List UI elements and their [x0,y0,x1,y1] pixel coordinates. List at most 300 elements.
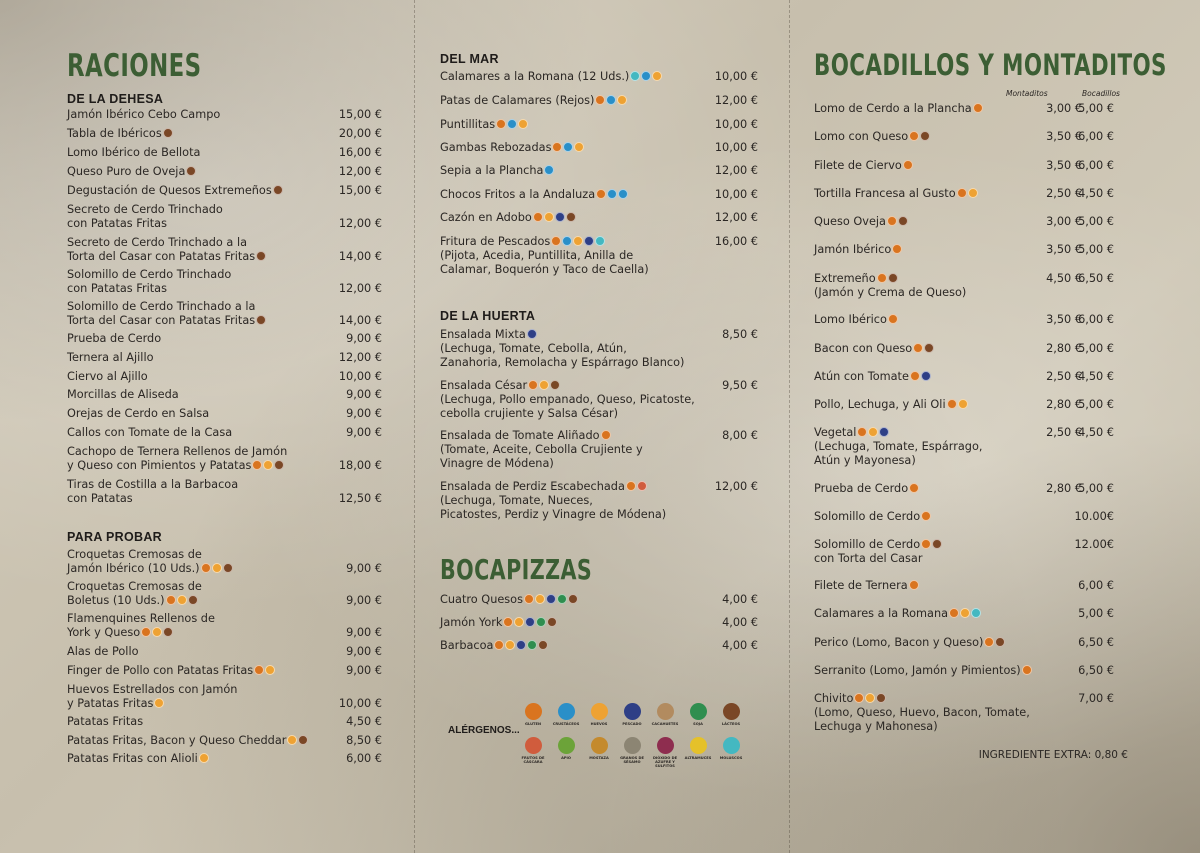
bocadillo-price: 6,00 € [1078,313,1114,326]
egg-allergen-icon [287,735,297,745]
item-price: 18,00 € [338,459,382,472]
item-name: Ciervo al Ajillo [67,370,148,383]
menu-item [440,94,760,108]
menu-item [814,159,1154,173]
item-name: Degustación de Quesos Extremeños [67,184,283,198]
item-name: Prueba de Cerdo [67,332,162,345]
menu-item [67,683,387,711]
montadito-price: 3,00 € [1046,102,1082,115]
bocadillo-price: 5,00 € [1078,482,1114,495]
allergen-legend-item [649,737,681,768]
egg-allergen-icon [263,460,273,470]
egg-allergen-icon [574,142,584,152]
gluten-allergen-icon [494,640,504,650]
item-name: Solomillo de Cerdo Trinchado a la [67,300,256,313]
milk-allergen-icon [876,693,886,703]
item-description: y Queso con Pimientos y Patatas [67,459,284,473]
bocadillo-price: 6,00 € [1078,579,1114,592]
item-name: Puntillitas [440,118,528,132]
item-name: Queso Oveja [814,215,908,229]
crust-allergen-icon [507,119,517,129]
crust-allergen-icon [606,95,616,105]
gluten-allergen-icon [921,539,931,549]
bocadillo-price: 6,50 € [1078,664,1114,677]
montadito-price: 3,50 € [1046,130,1082,143]
milk-allergen-icon [995,637,1005,647]
egg-allergen-icon [591,703,608,720]
item-description: Torta del Casar con Patatas Fritas [67,250,266,264]
item-description: Calamar, Boquerón y Taco de Caella) [440,263,649,276]
fish-allergen-icon [527,329,537,339]
menu-item [67,300,387,328]
menu-item [67,548,387,576]
item-name: Lomo de Cerdo a la Plancha [814,102,983,116]
item-name: Ensalada de Tomate Aliñado [440,429,611,443]
montadito-price: 2,80 € [1046,342,1082,355]
montadito-price: 3,50 € [1046,313,1082,326]
gluten-allergen-icon [887,216,897,226]
item-price: 9,00 € [346,407,382,420]
menu-item [814,272,1154,300]
menu-item [67,580,387,608]
item-name: Callos con Tomate de la Casa [67,426,233,439]
item-name: Solomillo de Cerdo [814,510,931,524]
allergen-legend-item [649,703,681,726]
egg-allergen-icon [505,640,515,650]
egg-allergen-icon [868,427,878,437]
menu-item [67,388,387,402]
menu-item [814,342,1154,356]
item-name: Chivito [814,692,886,706]
allergen-legend-label: SOJA [693,722,703,726]
fish-allergen-icon [525,617,535,627]
item-price: 12,00 € [338,351,382,364]
soy-allergen-icon [690,703,707,720]
item-description: con Torta del Casar [814,552,923,565]
item-name: Filete de Ciervo [814,159,913,173]
allergen-legend-label: FRUTOS DE CÁSCARA [521,756,545,764]
item-name: Lomo con Queso [814,130,930,144]
item-name: Alas de Pollo [67,645,139,658]
menu-item [67,370,387,384]
item-name: Gambas Rebozadas [440,141,584,155]
item-name: Jamón Ibérico Cebo Campo [67,108,221,121]
item-name: Orejas de Cerdo en Salsa [67,407,210,420]
celery-allergen-icon [558,737,575,754]
milk-allergen-icon [186,166,196,176]
item-name: Jamón Ibérico [814,243,902,257]
gluten-allergen-icon [552,142,562,152]
item-price: 15,00 € [338,108,382,121]
montadito-price: 2,50 € [1046,187,1082,200]
allergen-legend-item [550,737,582,760]
menu-item [67,236,387,264]
item-description: (Lechuga, Tomate, Cebolla, Atún, [440,342,627,355]
gluten-allergen-icon [857,427,867,437]
bocadillo-price: 10.00€ [1074,510,1114,523]
item-description: York y Queso [67,626,173,640]
bocapizzas-title: BOCAPIZZAS [440,553,593,586]
item-name: Extremeño [814,272,898,286]
allergen-legend-label: APIO [561,756,571,760]
menu-item [814,215,1154,229]
gluten-allergen-icon [957,188,967,198]
item-description: con Patatas Fritas [67,282,167,295]
milk-allergen-icon [163,128,173,138]
bocadillo-price: 6,00 € [1078,159,1114,172]
item-name: Ensalada de Perdiz Escabechada [440,480,647,494]
gluten-allergen-icon [528,380,538,390]
item-name: Solomillo de Cerdo [814,538,942,552]
montadito-price: 2,50 € [1046,426,1082,439]
milk-allergen-icon [566,212,576,222]
menu-item [440,235,760,277]
allergens-label: ALÉRGENOS... [448,725,520,736]
montadito-price: 3,50 € [1046,159,1082,172]
bocadillo-price: 5,00 € [1078,102,1114,115]
item-description: Vinagre de Módena) [440,457,554,470]
milk-allergen-icon [298,735,308,745]
egg-allergen-icon [212,563,222,573]
milk-allergen-icon [888,273,898,283]
crust-allergen-icon [618,189,628,199]
menu-item [67,203,387,231]
gluten-allergen-icon [626,481,636,491]
fold-line-right [789,0,790,853]
item-name: Queso Puro de Oveja [67,165,196,179]
item-price: 14,00 € [338,314,382,327]
allergen-legend-item [583,703,615,726]
gluten-allergen-icon [949,608,959,618]
item-price: 9,00 € [346,645,382,658]
menu-item [67,715,387,729]
menu-item [440,141,760,155]
item-price: 10,00 € [338,370,382,383]
item-name: Barbacoa [440,639,548,653]
item-price: 14,00 € [338,250,382,263]
item-name: Finger de Pollo con Patatas Fritas [67,664,275,678]
item-name: Cazón en Adobo [440,211,576,225]
item-name: Patatas Fritas con Alioli [67,752,209,766]
egg-allergen-icon [617,95,627,105]
allergen-legend-item [682,703,714,726]
item-price: 8,50 € [346,734,382,747]
menu-item [440,118,760,132]
egg-allergen-icon [652,71,662,81]
item-name: Prueba de Cerdo [814,482,919,496]
bocadillo-price: 6,50 € [1078,636,1114,649]
crust-allergen-icon [641,71,651,81]
menu-item [814,187,1154,201]
menu-item [67,734,387,748]
crust-allergen-icon [558,703,575,720]
item-price: 15,00 € [338,184,382,197]
milk-allergen-icon [188,595,198,605]
gluten-allergen-icon [533,212,543,222]
bocadillo-price: 5,00 € [1078,243,1114,256]
menu-item [67,268,387,296]
gluten-allergen-icon [910,371,920,381]
item-price: 9,00 € [346,426,382,439]
item-price: 10,00 € [714,141,758,154]
menu-item [440,429,760,471]
gluten-allergen-icon [892,244,902,254]
item-name: Tiras de Costilla a la Barbacoa [67,478,239,491]
montadito-price: 2,50 € [1046,370,1082,383]
milk-allergen-icon [547,617,557,627]
allergen-legend-label: MOSTAZA [589,756,609,760]
milk-allergen-icon [273,185,283,195]
item-name: Chocos Fritos a la Andaluza [440,188,628,202]
gluten-allergen-icon [503,617,513,627]
menu-item [67,332,387,346]
item-price: 8,00 € [722,429,758,442]
egg-allergen-icon [518,119,528,129]
item-price: 9,00 € [346,664,382,677]
menu-item [814,692,1154,734]
menu-item [440,211,760,225]
item-description: (Lechuga, Pollo empanado, Queso, Picatoste, [440,393,695,406]
menu-item [67,645,387,659]
allergen-legend-item [715,737,747,760]
gluten-allergen-icon [877,273,887,283]
item-name: Bacon con Queso [814,342,934,356]
peanut-allergen-icon [657,703,674,720]
bocadillo-price: 6,00 € [1078,130,1114,143]
item-price: 16,00 € [338,146,382,159]
menu-item [814,538,1154,566]
mollusc-allergen-icon [595,236,605,246]
menu-item [814,636,1154,650]
crust-allergen-icon [607,189,617,199]
item-description: (Pijota, Acedia, Puntillita, Anilla de [440,249,634,262]
item-price: 12,00 € [338,217,382,230]
allergen-legend-label: GLUTEN [525,722,541,726]
item-name: Lomo Ibérico de Bellota [67,146,201,159]
gluten-allergen-icon [596,189,606,199]
mustard-allergen-icon [591,737,608,754]
egg-allergen-icon [152,627,162,637]
item-description: Boletus (10 Uds.) [67,594,198,608]
milk-allergen-icon [932,539,942,549]
menu-item [814,482,1154,496]
item-price: 4,50 € [346,715,382,728]
gluten-allergen-icon [141,627,151,637]
nuts-allergen-icon [637,481,647,491]
menu-item [67,108,387,122]
item-name: Croquetas Cremosas de [67,580,202,593]
gluten-allergen-icon [252,460,262,470]
item-name: Ensalada César [440,379,560,393]
menu-item [67,752,387,766]
raciones-title: RACIONES [67,48,202,84]
gluten-allergen-icon [524,594,534,604]
item-description: Zanahoria, Remolacha y Espárrago Blanco) [440,356,685,369]
gluten-allergen-icon [913,343,923,353]
menu-item [440,70,760,84]
gluten-allergen-icon [254,665,264,675]
item-name: Flamenquines Rellenos de [67,612,215,625]
milk-allergen-icon [723,703,740,720]
menu-item [814,664,1154,678]
gluten-allergen-icon [909,580,919,590]
menu-item [67,612,387,640]
milk-allergen-icon [274,460,284,470]
bocadillo-price: 12.00€ [1074,538,1114,551]
montadito-price: 2,80 € [1046,482,1082,495]
allergen-legend-label: LÁCTEOS [721,722,741,726]
menu-item [814,579,1154,593]
item-price: 12,00 € [714,480,758,493]
milk-allergen-icon [550,380,560,390]
item-price: 10,00 € [714,118,758,131]
milk-allergen-icon [568,594,578,604]
egg-allergen-icon [544,212,554,222]
bocadillo-price: 5,00 € [1078,342,1114,355]
mollusc-allergen-icon [723,737,740,754]
egg-allergen-icon [958,399,968,409]
milk-allergen-icon [898,216,908,226]
item-name: Calamares a la Romana [814,607,981,621]
allergen-legend-label: PESCADO [622,722,642,726]
item-name: Cachopo de Ternera Rellenos de Jamón [67,445,288,458]
item-price: 12,00 € [714,164,758,177]
menu-item [440,379,760,421]
allergen-legend-item [616,703,648,726]
menu-item [814,370,1154,384]
bocadillo-price: 7,00 € [1078,692,1114,705]
item-description: Atún y Mayonesa) [814,454,916,467]
bocadillo-price: 4,50 € [1078,370,1114,383]
crust-allergen-icon [562,236,572,246]
menu-item [67,478,387,506]
item-name: Atún con Tomate [814,370,931,384]
egg-allergen-icon [865,693,875,703]
fish-allergen-icon [879,427,889,437]
item-name: Serranito (Lomo, Jamón y Pimientos) [814,664,1032,678]
gluten-allergen-icon [166,595,176,605]
menu-item [814,607,1154,621]
milk-allergen-icon [256,315,266,325]
fish-allergen-icon [516,640,526,650]
item-name: Calamares a la Romana (12 Uds.) [440,70,662,84]
item-description: (Lechuga, Tomate, Espárrago, [814,440,983,453]
lupin-allergen-icon [690,737,707,754]
milk-allergen-icon [924,343,934,353]
item-price: 12,00 € [338,165,382,178]
nuts-allergen-icon [525,737,542,754]
soy-allergen-icon [536,617,546,627]
mar-subtitle: DEL MAR [440,52,499,66]
menu-item [67,146,387,160]
bocadillo-price: 4,50 € [1078,426,1114,439]
gluten-allergen-icon [601,430,611,440]
item-price: 12,00 € [338,282,382,295]
sulph-allergen-icon [657,737,674,754]
item-price: 16,00 € [714,235,758,248]
item-name: Patatas Fritas [67,715,144,728]
extra-ingredient-note: INGREDIENTE EXTRA: 0,80 € [978,749,1128,761]
milk-allergen-icon [538,640,548,650]
item-name: Patas de Calamares (Rejos) [440,94,627,108]
menu-item [67,351,387,365]
menu-item [440,616,760,630]
crust-allergen-icon [563,142,573,152]
item-description: (Lomo, Queso, Huevo, Bacon, Tomate, [814,706,1030,719]
allergen-legend-item [616,737,648,764]
fish-allergen-icon [555,212,565,222]
mollusc-allergen-icon [971,608,981,618]
gluten-allergen-icon [888,314,898,324]
bocadillo-price: 6,50 € [1078,272,1114,285]
egg-allergen-icon [960,608,970,618]
menu-item [814,510,1154,524]
egg-allergen-icon [177,595,187,605]
item-description: (Tomate, Aceite, Cebolla Crujiente y [440,443,643,456]
egg-allergen-icon [535,594,545,604]
item-price: 4,00 € [722,616,758,629]
menu-item [67,426,387,440]
menu-item [67,184,387,198]
menu-item [67,445,387,473]
item-price: 12,00 € [714,94,758,107]
item-name: Pollo, Lechuga, y Ali Oli [814,398,968,412]
item-price: 10,00 € [714,70,758,83]
menu-item [67,165,387,179]
dehesa-subtitle: DE LA DEHESA [67,92,164,106]
fish-allergen-icon [584,236,594,246]
item-price: 9,50 € [722,379,758,392]
fish-allergen-icon [624,703,641,720]
menu-item [814,426,1154,468]
item-name: Patatas Fritas, Bacon y Queso Cheddar [67,734,308,748]
allergen-legend-label: HUEVOS [590,722,608,726]
item-name: Lomo Ibérico [814,313,898,327]
item-price: 4,00 € [722,639,758,652]
menu-item [440,480,760,522]
gluten-allergen-icon [201,563,211,573]
crust-allergen-icon [544,165,554,175]
menu-item [67,664,387,678]
menu-item [814,102,1154,116]
gluten-allergen-icon [903,160,913,170]
allergen-legend-item [583,737,615,760]
item-description: Torta del Casar con Patatas Fritas [67,314,266,328]
milk-allergen-icon [256,251,266,261]
allergen-legend-label: ALTRAMUCES [684,756,712,760]
item-name: Huevos Estrellados con Jamón [67,683,238,696]
gluten-allergen-icon [973,103,983,113]
gluten-allergen-icon [947,399,957,409]
menu-item [814,313,1154,327]
egg-allergen-icon [199,753,209,763]
item-name: Croquetas Cremosas de [67,548,202,561]
gluten-allergen-icon [921,511,931,521]
menu-item [814,243,1154,257]
item-name: Morcillas de Aliseda [67,388,179,401]
menu-item [440,593,760,607]
bocadillos-header: Bocadillos [1082,89,1120,98]
milk-allergen-icon [223,563,233,573]
item-price: 9,00 € [346,388,382,401]
item-price: 4,00 € [722,593,758,606]
sesame-allergen-icon [624,737,641,754]
egg-allergen-icon [573,236,583,246]
item-price: 9,00 € [346,332,382,345]
montadito-price: 2,80 € [1046,398,1082,411]
item-description: Picatostes, Perdiz y Vinagre de Módena) [440,508,667,521]
bocadillo-price: 5,00 € [1078,398,1114,411]
